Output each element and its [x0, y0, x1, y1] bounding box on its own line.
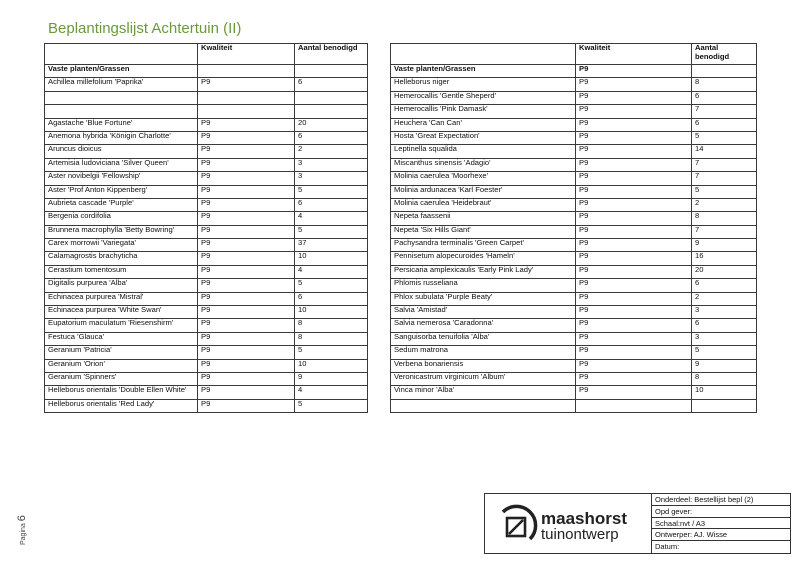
- quantity-cell: 7: [692, 225, 757, 238]
- plant-name-cell: Sanguisorba tenuifolia 'Alba': [391, 332, 576, 345]
- quantity-cell: 6: [295, 131, 368, 144]
- table-row: [45, 386, 368, 399]
- plant-name-cell: Aubrieta cascade 'Purple': [45, 198, 198, 211]
- quality-cell: P9: [576, 279, 692, 292]
- plant-name-cell: Persicaria amplexicaulis 'Early Pink Lady': [391, 265, 576, 278]
- table-row: [45, 198, 368, 211]
- quantity-cell: 5: [692, 185, 757, 198]
- table-row: [391, 158, 757, 171]
- plant-name-cell: Helleborus orientalis 'Double Ellen White': [45, 386, 198, 399]
- ontwerper-field: Ontwerper: AJ. Wisse: [652, 529, 790, 541]
- quality-cell: P9: [198, 225, 295, 238]
- quantity-cell: 4: [295, 265, 368, 278]
- quality-cell: P9: [198, 118, 295, 131]
- table-row: [45, 372, 368, 385]
- table-row: [391, 105, 757, 118]
- quantity-cell: 37: [295, 239, 368, 252]
- plant-name-cell: Cerastium tomentosum: [45, 265, 198, 278]
- quality-cell: P9: [198, 185, 295, 198]
- table-row: [391, 292, 757, 305]
- table-row: [45, 145, 368, 158]
- quantity-cell: 8: [692, 212, 757, 225]
- quality-cell: P9: [576, 65, 692, 78]
- plant-name-cell: Eupatorium maculatum 'Riesenshirm': [45, 319, 198, 332]
- plant-name-cell: Hemerocallis 'Gentle Sheperd': [391, 91, 576, 104]
- quantity-cell: 6: [692, 118, 757, 131]
- logo-name: maashorst: [541, 509, 627, 528]
- table-row: [391, 91, 757, 104]
- table-row: [391, 252, 757, 265]
- page-title: Beplantingslijst Achtertuin (II): [48, 20, 242, 37]
- table-row: [391, 279, 757, 292]
- table-row: [391, 319, 757, 332]
- table-row: [45, 78, 368, 91]
- plant-name-cell: Digitalis purpurea 'Alba': [45, 279, 198, 292]
- table-row: [45, 319, 368, 332]
- quantity-cell: 2: [295, 145, 368, 158]
- plant-name-cell: [391, 44, 576, 65]
- table-row: [45, 292, 368, 305]
- title-block: [484, 493, 791, 554]
- datum-field: Datum:: [655, 542, 680, 552]
- logo-mark-icon: [497, 503, 539, 545]
- quality-cell: P9: [576, 78, 692, 91]
- table-row: [45, 225, 368, 238]
- plant-table-left: [44, 43, 368, 413]
- quality-cell: P9: [576, 212, 692, 225]
- quality-cell: [198, 105, 295, 118]
- quantity-cell: 10: [295, 252, 368, 265]
- plant-name-cell: Festuca 'Glauca': [45, 332, 198, 345]
- table-row: [45, 212, 368, 225]
- page-label: Pagina: [20, 523, 27, 545]
- quantity-cell: 6: [692, 279, 757, 292]
- schaal-field: Schaal:nvt / A3: [652, 518, 790, 530]
- quantity-cell: 16: [692, 252, 757, 265]
- quantity-cell: 6: [692, 91, 757, 104]
- plant-name-cell: Geranium 'Spinners': [45, 372, 198, 385]
- table-row: [391, 265, 757, 278]
- quality-cell: P9: [198, 359, 295, 372]
- quality-cell: P9: [576, 172, 692, 185]
- quantity-cell: 10: [295, 306, 368, 319]
- plant-name-cell: Molinia caerulea 'Moorhexe': [391, 172, 576, 185]
- logo: [485, 494, 652, 553]
- table-row: [391, 386, 757, 399]
- table-row: [391, 359, 757, 372]
- quality-cell: P9: [198, 306, 295, 319]
- plant-name-cell: Phlox subulata 'Purple Beaty': [391, 292, 576, 305]
- table-row: [45, 105, 368, 118]
- table-row: [45, 185, 368, 198]
- plant-name-cell: Leptinella squalida: [391, 145, 576, 158]
- quality-cell: P9: [576, 239, 692, 252]
- quantity-cell: 5: [295, 225, 368, 238]
- table-row: [391, 78, 757, 91]
- quality-cell: P9: [198, 292, 295, 305]
- table-row: [45, 172, 368, 185]
- quality-cell: P9: [198, 399, 295, 412]
- quantity-cell: 20: [692, 265, 757, 278]
- quality-cell: P9: [576, 346, 692, 359]
- plant-name-cell: [45, 105, 198, 118]
- plant-name-cell: [45, 91, 198, 104]
- page-number-value: 6: [16, 515, 28, 522]
- logo-sub: tuinontwerp: [541, 526, 619, 543]
- plant-name-cell: Vinca minor 'Alba': [391, 386, 576, 399]
- plant-name-cell: Molinia ardunacea 'Karl Foester': [391, 185, 576, 198]
- quality-cell: P9: [576, 252, 692, 265]
- quantity-cell: 5: [692, 346, 757, 359]
- table-row: [45, 265, 368, 278]
- quantity-cell: 5: [295, 185, 368, 198]
- plant-name-cell: Heuchera 'Can Can': [391, 118, 576, 131]
- plant-name-cell: Miscanthus sinensis 'Adagio': [391, 158, 576, 171]
- quality-cell: P9: [198, 198, 295, 211]
- plant-name-cell: Salvia 'Amistad': [391, 306, 576, 319]
- plant-name-cell: Molinia caerulea 'Heidebraut': [391, 198, 576, 211]
- quantity-cell: [295, 91, 368, 104]
- quality-cell: P9: [198, 172, 295, 185]
- quantity-cell: 3: [295, 172, 368, 185]
- plant-name-cell: Nepeta 'Six Hills Giant': [391, 225, 576, 238]
- plant-name-cell: Verbena bonariensis: [391, 359, 576, 372]
- quantity-cell: 5: [295, 399, 368, 412]
- quality-cell: P9: [576, 386, 692, 399]
- table-row: [45, 131, 368, 144]
- table-row: [391, 346, 757, 359]
- quality-cell: P9: [198, 319, 295, 332]
- quantity-cell: 14: [692, 145, 757, 158]
- table-row: [391, 372, 757, 385]
- plant-table-right: [390, 43, 757, 413]
- quality-cell: P9: [576, 319, 692, 332]
- table-row: [391, 118, 757, 131]
- quantity-cell: Aantal benodigd: [692, 44, 757, 65]
- plant-name-cell: Carex morrowii 'Variegata': [45, 239, 198, 252]
- section-row: [45, 65, 368, 78]
- table-row: [391, 172, 757, 185]
- plant-name-cell: Calamagrostis brachyticha: [45, 252, 198, 265]
- quality-cell: P9: [198, 145, 295, 158]
- quality-cell: P9: [576, 332, 692, 345]
- quality-cell: P9: [198, 78, 295, 91]
- table-row: [391, 225, 757, 238]
- quantity-cell: 6: [692, 319, 757, 332]
- quantity-cell: 8: [295, 319, 368, 332]
- quantity-cell: 4: [295, 386, 368, 399]
- plant-name-cell: Artemisia ludoviciana 'Silver Queen': [45, 158, 198, 171]
- table-row: [391, 131, 757, 144]
- table-row: [391, 399, 757, 412]
- plant-name-cell: Aruncus dioicus: [45, 145, 198, 158]
- quality-cell: P9: [198, 212, 295, 225]
- plant-name-cell: Pennisetum alopecuroides 'Hameln': [391, 252, 576, 265]
- quantity-cell: 7: [692, 172, 757, 185]
- plant-name-cell: Hosta 'Great Expectation': [391, 131, 576, 144]
- quantity-cell: 3: [692, 306, 757, 319]
- quantity-cell: Aantal benodigd: [295, 44, 368, 65]
- quantity-cell: 6: [295, 78, 368, 91]
- table-row: [45, 359, 368, 372]
- quantity-cell: 2: [692, 292, 757, 305]
- quality-cell: P9: [198, 386, 295, 399]
- quality-cell: P9: [576, 372, 692, 385]
- table-row: [45, 252, 368, 265]
- quality-cell: P9: [576, 292, 692, 305]
- quantity-cell: 20: [295, 118, 368, 131]
- plant-name-cell: Bergenia cordifolia: [45, 212, 198, 225]
- table-row: [45, 332, 368, 345]
- quantity-cell: 8: [692, 372, 757, 385]
- quantity-cell: 10: [295, 359, 368, 372]
- quality-cell: P9: [198, 372, 295, 385]
- table-row: [45, 306, 368, 319]
- plant-name-cell: Hemerocallis 'Pink Damask': [391, 105, 576, 118]
- plant-name-cell: [391, 399, 576, 412]
- quantity-cell: 10: [692, 386, 757, 399]
- table-header-row: [45, 44, 368, 65]
- quality-cell: P9: [576, 158, 692, 171]
- quality-cell: P9: [576, 306, 692, 319]
- plant-name-cell: Aster 'Prof Anton Kippenberg': [45, 185, 198, 198]
- plant-name-cell: Nepeta faassenii: [391, 212, 576, 225]
- quality-cell: P9: [576, 265, 692, 278]
- quantity-cell: [295, 105, 368, 118]
- table-header-row: [391, 44, 757, 65]
- quantity-cell: 5: [692, 131, 757, 144]
- plant-name-cell: Phlomis russeliana: [391, 279, 576, 292]
- table-row: [45, 158, 368, 171]
- table-row: [391, 145, 757, 158]
- quantity-cell: 8: [692, 78, 757, 91]
- plant-name-cell: Achillea millefolium 'Paprika': [45, 78, 198, 91]
- table-row: [45, 239, 368, 252]
- plant-name-cell: Salvia nemerosa 'Caradonna': [391, 319, 576, 332]
- plant-name-cell: Vaste planten/Grassen: [391, 65, 576, 78]
- table-row: [45, 399, 368, 412]
- quantity-cell: 2: [692, 198, 757, 211]
- quality-cell: P9: [198, 279, 295, 292]
- plant-name-cell: Veronicastrum virginicum 'Album': [391, 372, 576, 385]
- page-number: [16, 515, 28, 545]
- table-row: [391, 185, 757, 198]
- plant-name-cell: Vaste planten/Grassen: [45, 65, 198, 78]
- quantity-cell: [692, 399, 757, 412]
- quantity-cell: 9: [295, 372, 368, 385]
- plant-name-cell: Geranium 'Patricia': [45, 346, 198, 359]
- quality-cell: P9: [576, 105, 692, 118]
- table-row: [45, 279, 368, 292]
- quantity-cell: 7: [692, 158, 757, 171]
- quality-cell: P9: [576, 359, 692, 372]
- plant-name-cell: [45, 44, 198, 65]
- plant-name-cell: Pachysandra terminalis 'Green Carpet': [391, 239, 576, 252]
- quantity-cell: 8: [295, 332, 368, 345]
- plant-name-cell: Sedum matrona: [391, 346, 576, 359]
- quantity-cell: 6: [295, 198, 368, 211]
- quantity-cell: [692, 65, 757, 78]
- table-row: [391, 332, 757, 345]
- quantity-cell: 6: [295, 292, 368, 305]
- quantity-cell: 3: [692, 332, 757, 345]
- plant-name-cell: Helleborus niger: [391, 78, 576, 91]
- plant-name-cell: Geranium 'Orion': [45, 359, 198, 372]
- quality-cell: P9: [198, 332, 295, 345]
- quality-cell: Kwaliteit: [198, 44, 295, 65]
- quantity-cell: 9: [692, 359, 757, 372]
- quality-cell: [198, 65, 295, 78]
- plant-name-cell: Agastache 'Blue Fortune': [45, 118, 198, 131]
- opdgever-field: Opd gever:: [652, 506, 790, 518]
- quantity-cell: 4: [295, 212, 368, 225]
- quantity-cell: 5: [295, 279, 368, 292]
- quality-cell: P9: [198, 239, 295, 252]
- table-row: [391, 306, 757, 319]
- table-row: [45, 118, 368, 131]
- quantity-cell: 5: [295, 346, 368, 359]
- plant-name-cell: Helleborus orientalis 'Red Lady': [45, 399, 198, 412]
- section-row: [391, 65, 757, 78]
- quantity-cell: 3: [295, 158, 368, 171]
- table-row: [391, 239, 757, 252]
- quality-cell: Kwaliteit: [576, 44, 692, 65]
- quality-cell: P9: [576, 91, 692, 104]
- table-row: [391, 198, 757, 211]
- quantity-cell: 7: [692, 105, 757, 118]
- quantity-cell: 9: [692, 239, 757, 252]
- quality-cell: P9: [576, 145, 692, 158]
- plant-name-cell: Aster novibelgii 'Fellowship': [45, 172, 198, 185]
- quality-cell: P9: [198, 265, 295, 278]
- quality-cell: P9: [198, 131, 295, 144]
- table-row: [45, 91, 368, 104]
- quality-cell: P9: [198, 252, 295, 265]
- plant-name-cell: Brunnera macrophylla 'Betty Bowring': [45, 225, 198, 238]
- quality-cell: P9: [576, 185, 692, 198]
- plant-name-cell: Anemona hybrida 'Königin Charlotte': [45, 131, 198, 144]
- quality-cell: [198, 91, 295, 104]
- onderdeel-field: Onderdeel: Bestellijst bepl (2): [652, 494, 790, 506]
- quality-cell: P9: [576, 131, 692, 144]
- table-row: [391, 212, 757, 225]
- quality-cell: P9: [576, 118, 692, 131]
- quality-cell: P9: [576, 225, 692, 238]
- plant-name-cell: Echinacea purpurea 'Mistral': [45, 292, 198, 305]
- title-block-info: [652, 494, 790, 552]
- quality-cell: [576, 399, 692, 412]
- quantity-cell: [295, 65, 368, 78]
- table-row: [45, 346, 368, 359]
- plant-name-cell: Echinacea purpurea 'White Swan': [45, 306, 198, 319]
- quality-cell: P9: [198, 158, 295, 171]
- quality-cell: P9: [198, 346, 295, 359]
- quality-cell: P9: [576, 198, 692, 211]
